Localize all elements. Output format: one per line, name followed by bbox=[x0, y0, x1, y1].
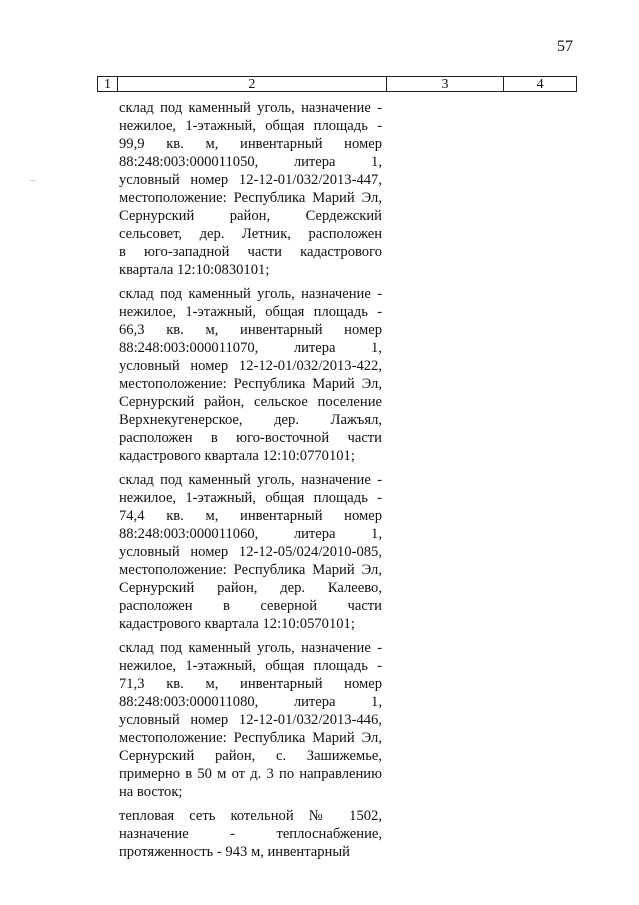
entry-line: 88:248:003:000011080, литера 1, bbox=[119, 694, 382, 710]
entry-line: местоположение: Республика Марий Эл, bbox=[119, 730, 382, 746]
entry-line: протяженность - 943 м, инвентарный bbox=[119, 844, 350, 860]
entry-line: кадастрового квартала 12:10:0570101; bbox=[119, 616, 355, 632]
entry-line: местоположение: Республика Марий Эл, bbox=[119, 562, 382, 578]
entry-line: условный номер 12-12-05/024/2010-085, bbox=[119, 544, 382, 560]
entry-line: Сернурский район, дер. Калеево, bbox=[119, 580, 382, 596]
property-entry bbox=[119, 99, 382, 279]
table-column-header bbox=[97, 76, 577, 92]
entry-line: квартала 12:10:0830101; bbox=[119, 262, 270, 278]
property-entry bbox=[119, 807, 382, 861]
entry-line: Сернурский район, Сердежский bbox=[119, 208, 382, 224]
page-number: 57 bbox=[557, 38, 573, 55]
entry-line: нежилое, 1-этажный, общая площадь - bbox=[119, 118, 382, 134]
entry-line: склад под каменный уголь, назначение - bbox=[119, 100, 382, 116]
entry-line: расположен в юго-восточной части bbox=[119, 430, 382, 446]
entry-line: нежилое, 1-этажный, общая площадь - bbox=[119, 304, 382, 320]
entry-line: тепловая сеть котельной № 1502, bbox=[119, 808, 382, 824]
property-entry bbox=[119, 285, 382, 465]
entry-line: примерно в 50 м от д. 3 по направлению bbox=[119, 766, 382, 782]
entry-line: 74,4 кв. м, инвентарный номер bbox=[119, 508, 382, 524]
entry-line: 88:248:003:000011070, литера 1, bbox=[119, 340, 382, 356]
entry-line: местоположение: Республика Марий Эл, bbox=[119, 376, 382, 392]
entry-line: условный номер 12-12-01/032/2013-422, bbox=[119, 358, 382, 374]
entry-line: условный номер 12-12-01/032/2013-446, bbox=[119, 712, 382, 728]
entry-line: 88:248:003:000011050, литера 1, bbox=[119, 154, 382, 170]
property-entry bbox=[119, 471, 382, 633]
entry-line: склад под каменный уголь, назначение - bbox=[119, 640, 382, 656]
entry-line: назначение - теплоснабжение, bbox=[119, 826, 382, 842]
column-1-number: 1 bbox=[98, 77, 118, 91]
entry-line: Верхнекугенерское, дер. Лажъял, bbox=[119, 412, 382, 428]
entry-line: нежилое, 1-этажный, общая площадь - bbox=[119, 658, 382, 674]
property-entry bbox=[119, 639, 382, 801]
property-list bbox=[119, 99, 382, 867]
column-2-number: 2 bbox=[118, 77, 387, 91]
entry-line: кадастрового квартала 12:10:0770101; bbox=[119, 448, 355, 464]
entry-line: 71,3 кв. м, инвентарный номер bbox=[119, 676, 382, 692]
entry-line: нежилое, 1-этажный, общая площадь - bbox=[119, 490, 382, 506]
column-4-number: 4 bbox=[536, 77, 544, 92]
entry-line: 88:248:003:000011060, литера 1, bbox=[119, 526, 382, 542]
entry-line: сельсовет, дер. Летник, расположен bbox=[119, 226, 382, 242]
entry-line: Сернурский район, сельское поселение bbox=[119, 394, 382, 410]
column-3-number: 3 bbox=[387, 77, 505, 91]
entry-line: на восток; bbox=[119, 784, 183, 800]
entry-line: в юго-западной части кадастрового bbox=[119, 244, 382, 260]
entry-line: 99,9 кв. м, инвентарный номер bbox=[119, 136, 382, 152]
entry-line: склад под каменный уголь, назначение - bbox=[119, 472, 382, 488]
entry-line: 66,3 кв. м, инвентарный номер bbox=[119, 322, 382, 338]
entry-line: местоположение: Республика Марий Эл, bbox=[119, 190, 382, 206]
entry-line: расположен в северной части bbox=[119, 598, 382, 614]
entry-line: условный номер 12-12-01/032/2013-447, bbox=[119, 172, 382, 188]
entry-line: склад под каменный уголь, назначение - bbox=[119, 286, 382, 302]
scan-artifact bbox=[30, 180, 36, 181]
entry-line: Сернурский район, с. Зашижемье, bbox=[119, 748, 382, 764]
